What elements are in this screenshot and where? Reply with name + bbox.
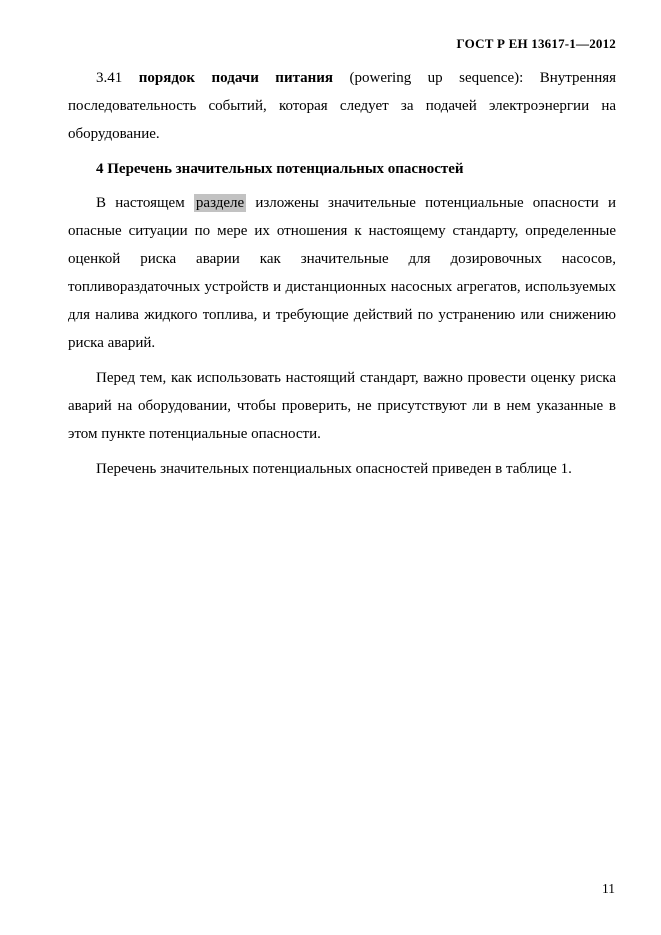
definition-term: порядок подачи питания <box>138 70 334 86</box>
definition-text: (powering up sequence): Внутренняя последовательность событий, которая следует за подачей электроэнергии на оборудование. <box>68 70 617 142</box>
paragraph-text-before-highlight: В настоящем <box>96 195 185 211</box>
definition-number: 3.41 <box>96 70 123 86</box>
highlighted-word: разделе <box>195 195 245 211</box>
section-4-paragraph-3: Перечень значительных потенциальных опасностей приведен в таблице 1. <box>96 461 572 477</box>
section-4-paragraph-2: Перед тем, как использовать настоящий стандарт, важно провести оценку риска аварий на оборудовании, чтобы проверить, не присутствуют ли в нем указанные в этом пункте потенциальные опасности. <box>68 370 616 442</box>
definition-paragraph-341 <box>68 64 616 148</box>
section-4-paragraph-1 <box>68 189 616 357</box>
paragraph-text-after-highlight: изложены значительные потенциальные опасности и опасные ситуации по мере их отношения к настоящему стандарту, определенные оценкой риска аварии как значительные для дозировочных насосов, топливораздаточных устройств и дистанционных насосных агрегатов, используемых для налива жидкого топлива, и требующие действий по устранению или снижению риска аварий. <box>68 195 616 351</box>
page-content <box>68 36 616 490</box>
section-4-heading: 4 Перечень значительных потенциальных опасностей <box>96 161 464 177</box>
document-number-header: ГОСТ Р ЕН 13617-1—2012 <box>456 36 616 51</box>
page-number: 11 <box>602 881 615 896</box>
